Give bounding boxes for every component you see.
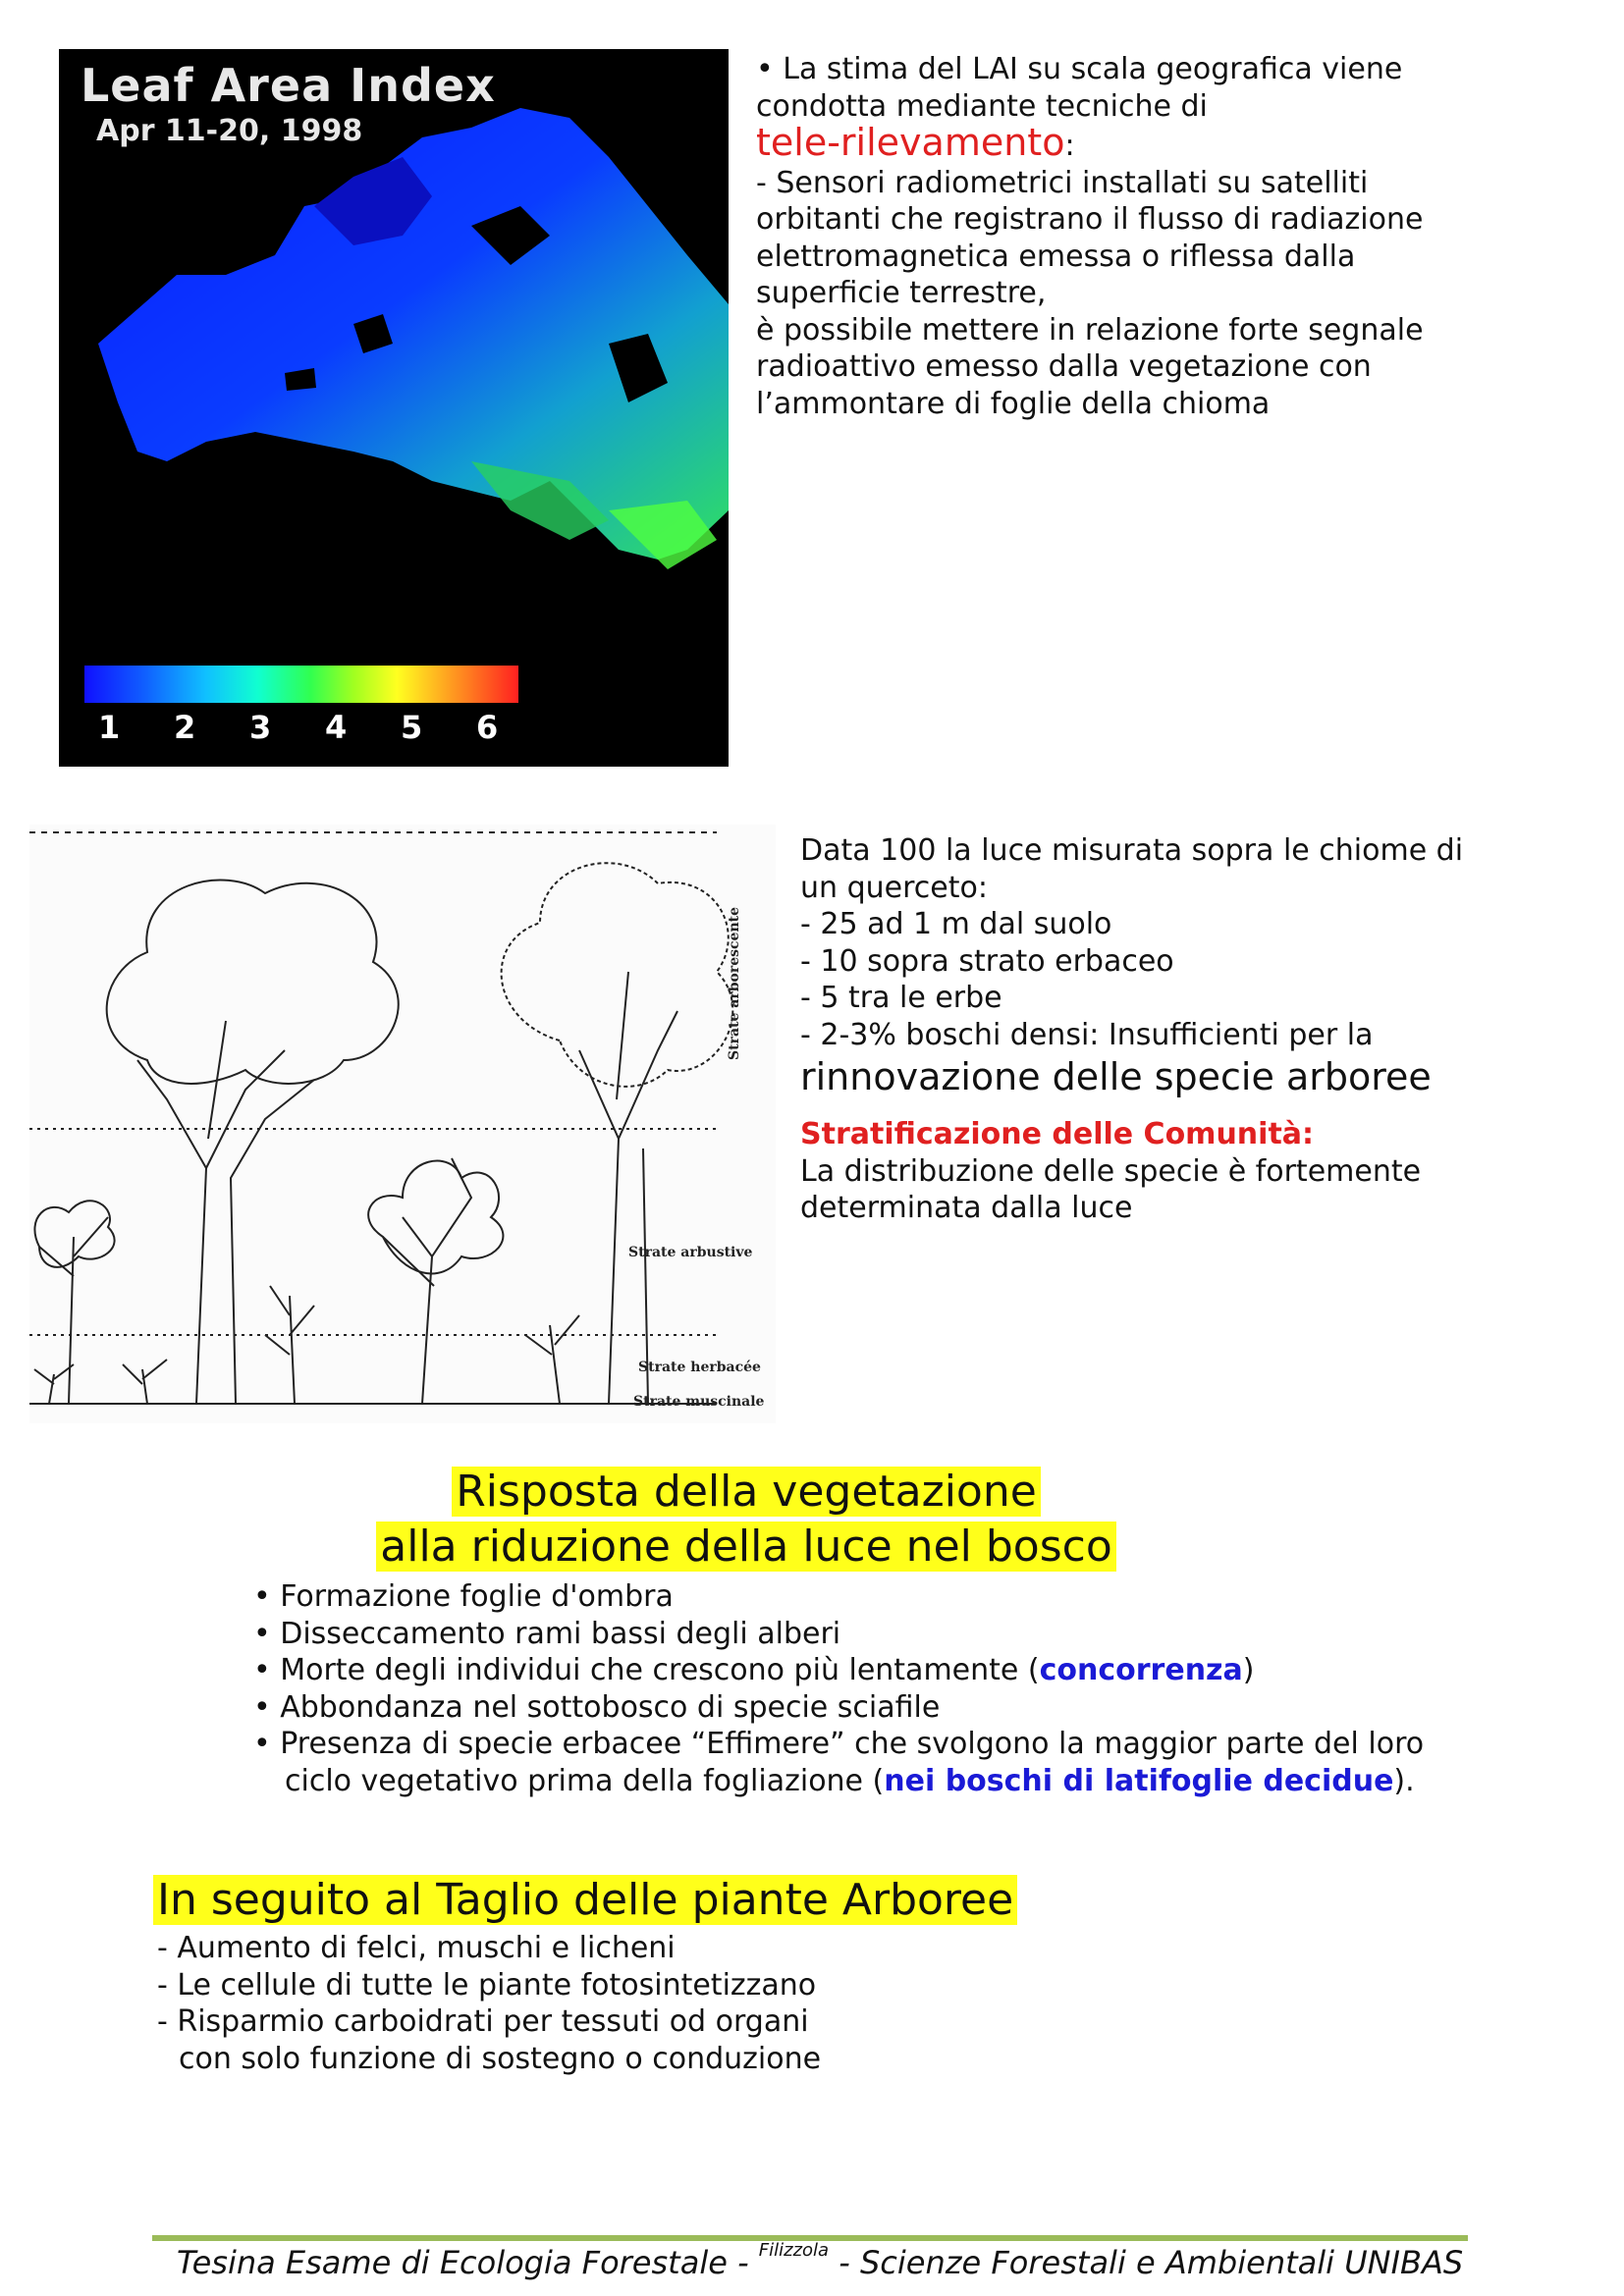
stratification-title: Stratificazione delle Comunità: [800,1117,1315,1151]
deciduous-term: nei boschi di latifoglie decidue [884,1763,1394,1798]
lai-description [756,51,1463,422]
response-item: • Abbondanza nel sottobosco di specie sciafile [253,1689,941,1725]
light-description [800,832,1468,1227]
response-title-line-1: Risposta della vegetazione [452,1467,1041,1517]
canada-lai-shape [59,49,729,767]
scale-tick: 5 [401,709,423,746]
response-item: • Disseccamento rami bassi degli alberi [253,1616,841,1651]
cutting-title: In seguito al Taglio delle piante Arboree [153,1875,1017,1925]
forest-strata-illustration [29,825,776,1423]
light-item: - 2-3% boschi densi: Insufficienti per la [800,1017,1374,1052]
stratification-body: La distribuzione delle specie è fortemente determinata dalla luce [800,1153,1422,1225]
lai-color-scale [84,666,518,703]
forest-drawing [29,825,776,1423]
footer-right: - Scienze Forestali e Ambientali UNIBAS [839,2244,1464,2281]
lai-body-2: è possibile mettere in relazione forte segnale radioattivo emesso dalla vegetazione con l’ammontare di foglie della chioma [756,312,1424,421]
cutting-item: - Aumento di felci, muschi e licheni [157,1931,676,1965]
scale-tick: 4 [325,709,348,746]
renewal-heading: rinnovazione delle specie arboree [800,1055,1432,1098]
light-intro: Data 100 la luce misurata sopra le chiome di un querceto: [800,833,1464,905]
competition-term: concorrenza [1039,1653,1243,1687]
stratum-arborescent-label: Strate arborescente [727,907,742,1060]
cutting-heading [153,1873,1017,1928]
colon: : [1064,129,1075,163]
response-item: ciclo vegetativo prima della fogliazione (nei boschi di latifoglie decidue). [285,1763,1415,1798]
response-item: • Morte degli individui che crescono più lentamente (concorrenza) [253,1653,1255,1687]
light-item: - 5 tra le erbe [800,981,1002,1015]
response-list [253,1578,1481,1799]
light-item: - 25 ad 1 m dal suolo [800,907,1112,941]
scale-tick: 6 [476,709,499,746]
page-footer [177,2240,1463,2281]
remote-sensing-term: tele-rilevamento [756,121,1065,164]
lai-intro: • La stima del LAI su scala geografica viene condotta mediante tecniche di [756,52,1403,124]
footer-author: Filizzola [758,2240,830,2261]
stratum-shrub-label: Strate arbustive [628,1245,753,1260]
response-title-line-2: alla riduzione della luce nel bosco [376,1522,1116,1572]
scale-tick: 3 [249,709,272,746]
light-item: - 10 sopra strato erbaceo [800,943,1174,979]
map-date: Apr 11-20, 1998 [96,114,363,148]
scale-tick: 1 [98,709,121,746]
cutting-item: - Risparmio carboidrati per tessuti od organi [157,2004,809,2039]
response-heading [0,1465,1492,1575]
cutting-list [157,1930,1041,2077]
footer-left: Tesina Esame di Ecologia Forestale - [177,2244,749,2281]
scale-tick: 2 [174,709,196,746]
stratum-moss-label: Strate muscinale [633,1394,765,1410]
response-item: • Presenza di specie erbacee “Effimere” che svolgono la maggior parte del loro [253,1727,1425,1761]
response-item: • Formazione foglie d'ombra [253,1579,674,1614]
map-title: Leaf Area Index [81,59,496,112]
lai-satellite-map [59,49,729,767]
lai-body: - Sensori radiometrici installati su satelliti orbitanti che registrano il flusso di radiazione elettromagnetica emessa o riflessa dalla superficie terrestre, [756,165,1424,310]
stratum-herb-label: Strate herbacée [638,1360,761,1375]
cutting-item: con solo funzione di sostegno o conduzione [179,2041,822,2076]
cutting-item: - Le cellule di tutte le piante fotosintetizzano [157,1967,817,2002]
